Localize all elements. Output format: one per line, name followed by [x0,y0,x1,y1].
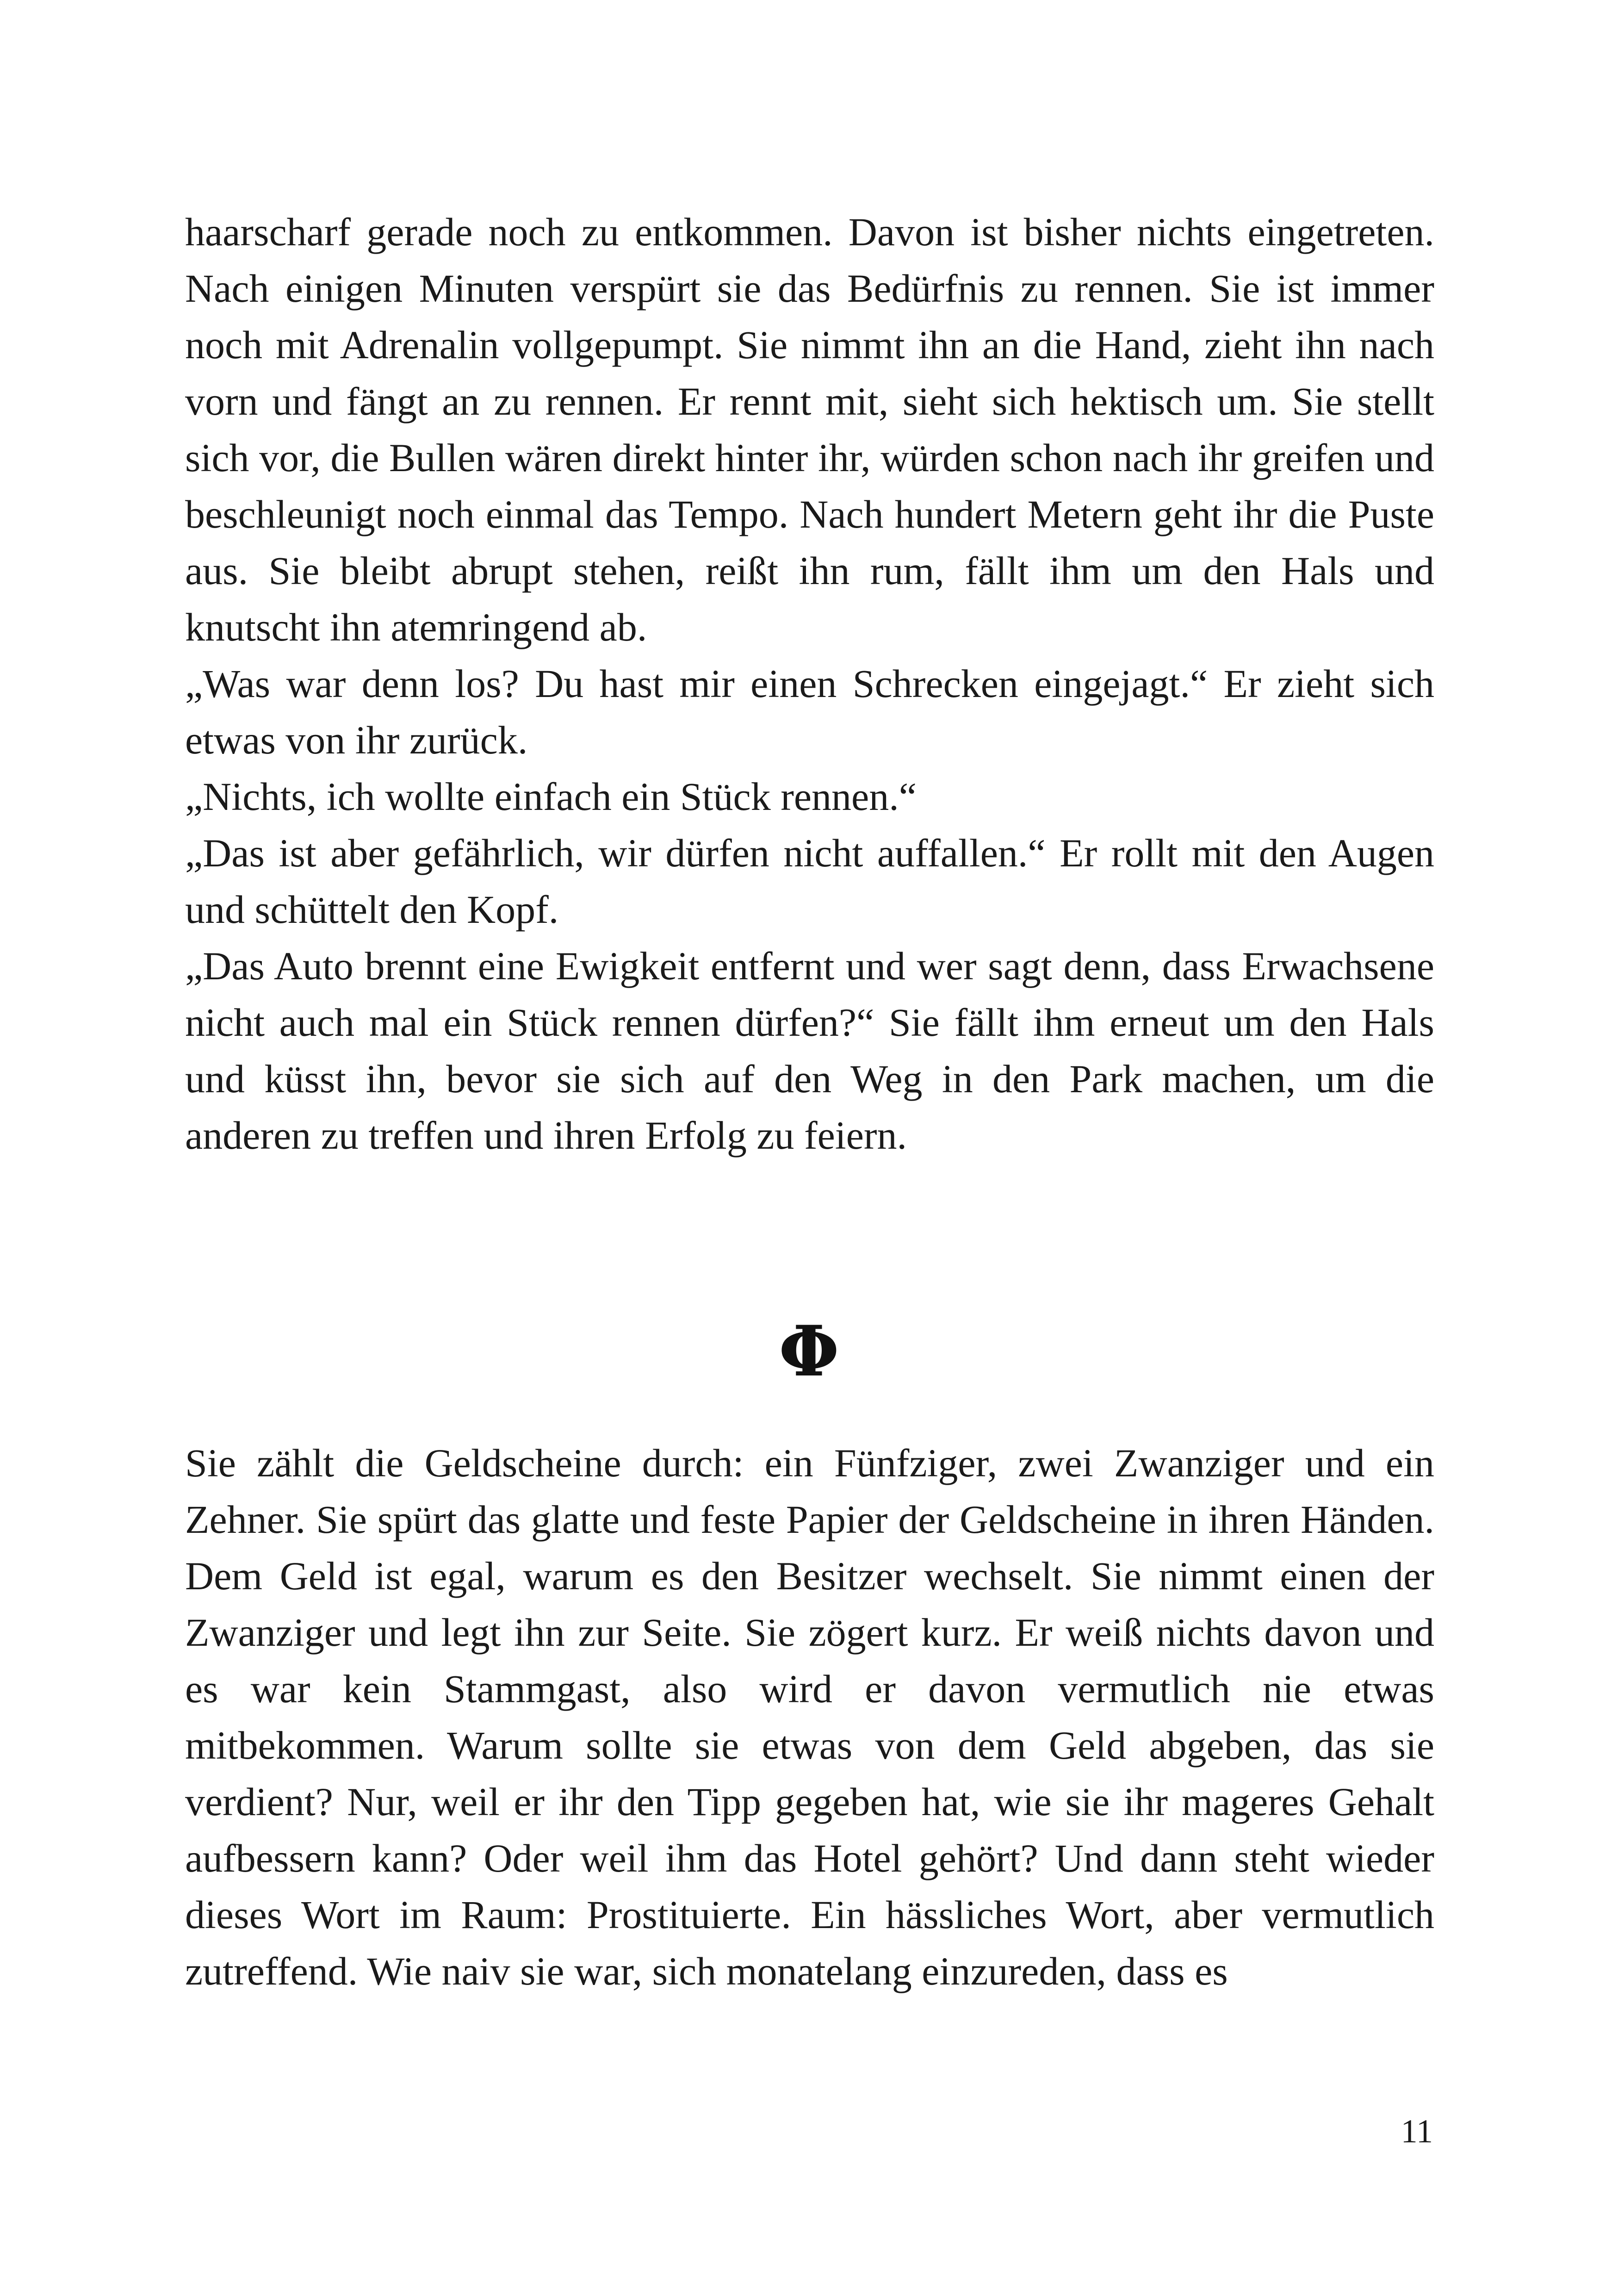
paragraph: Sie zählt die Geldscheine durch: ein Fünfziger, zwei Zwanziger und ein Zehner. Sie spürt das glatte und feste Papier der Geldscheine in ihren Händen. Dem Geld ist egal, warum es den Besitzer wechselt. Sie nimmt einen der Zwanziger und legt ihn zur Seite. Sie zögert kurz. Er weiß nichts davon und es war kein Stammgast, also wird er davon vermutlich nie etwas mitbekommen. Warum sollte sie etwas von dem Geld abgeben, das sie verdient? Nur, weil er ihr den Tipp gegeben hat, wie sie ihr mageres Gehalt aufbessern kann? Oder weil ihm das Hotel gehört? Und dann steht wieder dieses Wort im Raum: Prostituierte. Ein hässliches Wort, aber vermutlich zutreffend. Wie naiv sie war, sich monatelang einzureden, dass es [185,1441,1434,1993]
page-number: 11 [1401,2113,1433,2150]
paragraph: „Das Auto brennt eine Ewigkeit entfernt und wer sagt denn, dass Erwachsene nicht auch mal ein Stück rennen dürfen?“ Sie fällt ihm erneut um den Hals und küsst ihn, bevor sie sich auf den Weg in den Park machen, um die anderen zu treffen und ihren Erfolg zu feiern. [185,944,1434,1157]
paragraph: haarscharf gerade noch zu entkommen. Davon ist bisher nichts eingetreten. Nach einigen Minuten verspürt sie das Bedürfnis zu rennen. Sie ist immer noch mit Adrenalin vollgepumpt. Sie nimmt ihn an die Hand, zieht ihn nach vorn und fängt an zu rennen. Er rennt mit, sieht sich hektisch um. Sie stellt sich vor, die Bullen wären direkt hinter ihr, würden schon nach ihr greifen und beschleunigt noch einmal das Tempo. Nach hundert Metern geht ihr die Puste aus. Sie bleibt abrupt stehen, reißt ihn rum, fällt ihm um den Hals und knutscht ihn atemringend ab. [185,210,1434,649]
section-separator-phi: Φ [779,1311,839,1392]
paragraph: „Was war denn los? Du hast mir einen Schrecken eingejagt.“ Er zieht sich etwas von ihr zurück. [185,661,1434,762]
paragraph: „Das ist aber gefährlich, wir dürfen nicht auffallen.“ Er rollt mit den Augen und schüttelt den Kopf. [185,831,1434,932]
text-section-1 [185,204,1434,1164]
paragraph: „Nichts, ich wollte einfach ein Stück rennen.“ [185,774,917,819]
text-section-2 [185,1435,1434,1999]
